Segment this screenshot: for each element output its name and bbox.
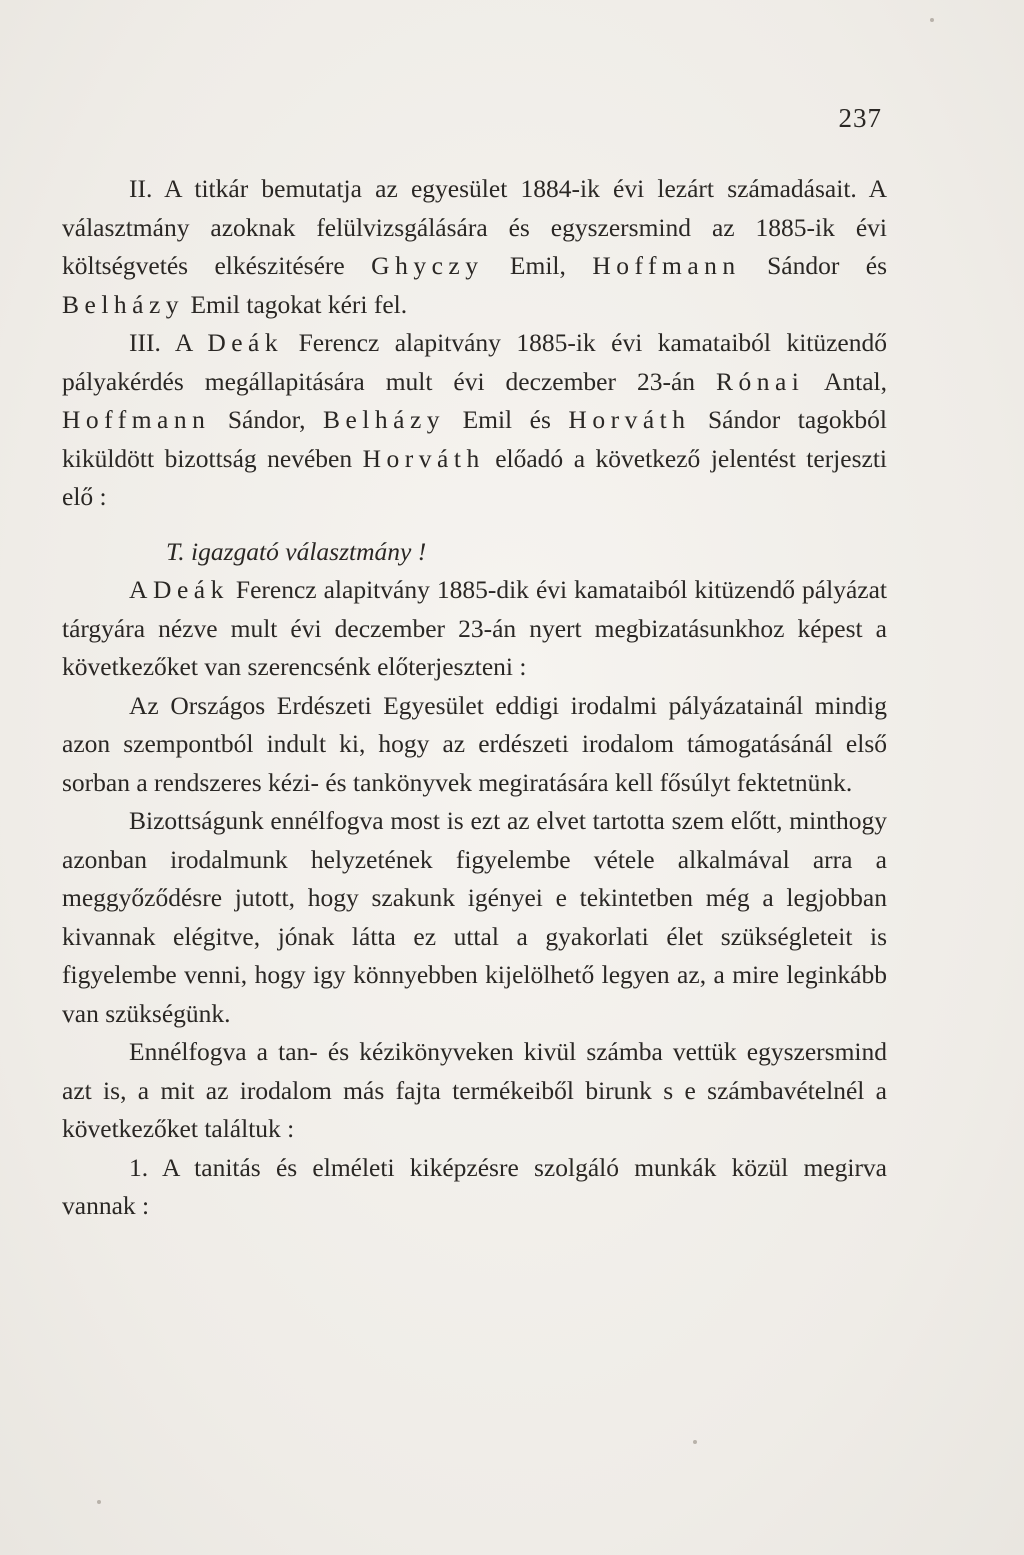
text-run: Ferencz alapitvány 1885-dik évi kamataiból kitüzendő pályázat tárgyára nézve mult évi deczember 23-án nyert megbizatásunkhoz képest a következőket van szerencsénk előterjeszteni : — [62, 575, 887, 681]
text-run: Emil tagokat kéri fel. — [184, 289, 408, 319]
spaced-name: Hoffmann — [62, 405, 211, 434]
report-paragraph-considerations — [62, 802, 887, 1033]
paragraph-item-iii — [62, 324, 887, 517]
text-run: Sándor és — [740, 251, 887, 280]
paper-speck — [930, 18, 934, 22]
text-run: Emil, — [483, 251, 593, 280]
text-run: Ennélfogva a tan- és kézikönyveken kivül számba vettük egyszersmind azt is, a mit az irodalom más fajta termékeiből birunk s e számbavételnél a következőket találtuk : — [62, 1037, 887, 1143]
text-run: Sándor, — [210, 405, 323, 434]
text-run: Emil és — [445, 405, 569, 434]
paper-speck — [97, 1500, 101, 1504]
spaced-name: Ghyczy — [371, 251, 484, 280]
salutation: T. igazgató választmány ! — [166, 536, 427, 566]
page-body-text — [62, 170, 887, 1226]
text-run: 1. A tanitás és elméleti kiképzésre szolgáló munkák közül megirva vannak : — [62, 1152, 887, 1220]
text-run: előadó a következő jelentést terjeszti elő : — [62, 443, 887, 511]
page-number: 237 — [838, 103, 882, 133]
spaced-name: Belházy — [62, 289, 185, 319]
text-run: Bizottságunk ennélfogva most is ezt az elvet tartotta szem előtt, minthogy azonban irodalmunk helyzetének figyelembe vétele alkalmával arra a meggyőződésre jutott, hogy szakunk igényei e tekintetben még a legjobban kivannak elégitve, jónak látta ez uttal a gyakorlati élet szükségleteit is figyelembe venni, hogy igy könnyebben kijelölhető legyen az, a mire leginkább van szükségünk. — [62, 806, 887, 1028]
spaced-name: Hoffmann — [592, 251, 741, 280]
spaced-name: Horváth — [362, 443, 485, 473]
text-run: III. A — [129, 328, 208, 357]
report-paragraph-survey — [62, 1033, 887, 1149]
spaced-name: Rónai — [715, 366, 805, 396]
text-run: Antal, — [804, 366, 887, 396]
spaced-name: Horváth — [568, 405, 691, 434]
report-list-item-1 — [62, 1149, 887, 1226]
report-paragraph-history — [62, 687, 887, 803]
paragraph-item-ii — [62, 170, 887, 324]
text-run: II. A titkár bemutatja az egyesület 1884-ik évi lezárt számadásait. A választmány azoknak felülvizsgálására és egyszersmind az 1885-ik évi költségvetés elkészitésére — [62, 174, 887, 280]
text-run: Sándor tagokból kiküldött bizottság nevében — [62, 405, 887, 473]
paper-speck — [693, 1440, 697, 1444]
text-run: Ferencz alapitvány 1885-ik évi kamataiból kitüzendő pályakérdés megállapitására mult évi deczember 23-án — [62, 328, 887, 396]
spaced-name: Deák — [207, 328, 284, 357]
text-run: A — [129, 575, 154, 604]
spaced-name: Belházy — [322, 405, 446, 434]
text-run: Az Országos Erdészeti Egyesület eddigi irodalmi pályázatainál mindig azon szempontból indult ki, hogy az erdészeti irodalom támogatásánál első sorban a rendszeres kézi- és tankönyvek megiratására kell fősúlyt fektetnünk. — [62, 690, 887, 797]
spaced-name: Deák — [153, 575, 229, 604]
report-paragraph-intro — [62, 571, 887, 687]
